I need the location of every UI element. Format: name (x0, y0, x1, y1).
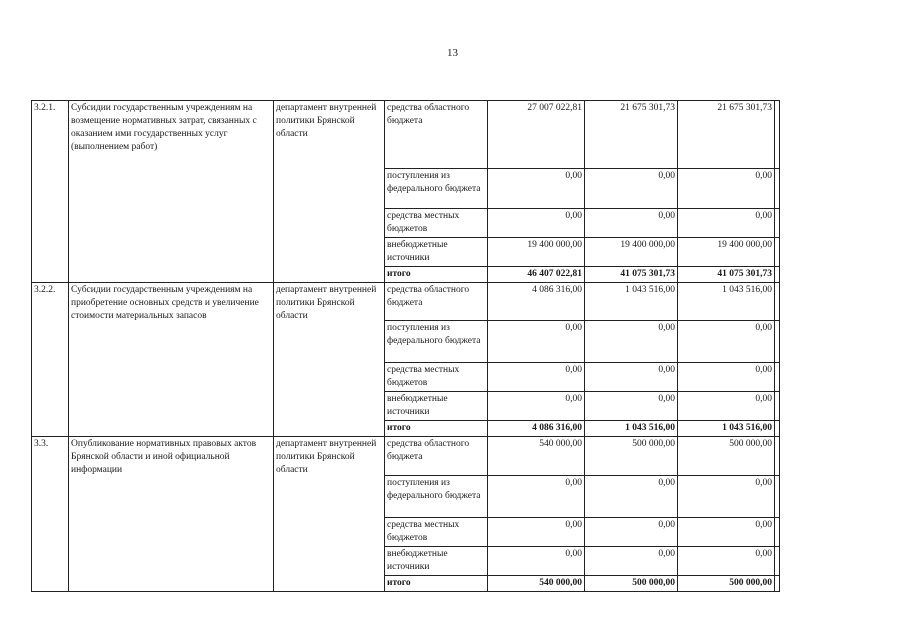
value-year-3: 500 000,00 (678, 576, 775, 592)
value-year-2: 0,00 (585, 547, 678, 576)
empty-cell (775, 437, 780, 476)
item-name: Субсидии государственным учреждениям на возмещение нормативных затрат, связанных с оказанием ими государственных услуг (выполнением работ) (69, 101, 274, 283)
value-year-3: 0,00 (678, 392, 775, 421)
value-year-3: 1 043 516,00 (678, 421, 775, 437)
funding-source: поступления из федерального бюджета (385, 321, 488, 363)
value-year-3: 0,00 (678, 547, 775, 576)
value-year-1: 0,00 (488, 392, 585, 421)
value-year-2: 0,00 (585, 321, 678, 363)
funding-source: средства местных бюджетов (385, 518, 488, 547)
empty-cell (775, 209, 780, 238)
funding-source: средства областного бюджета (385, 283, 488, 321)
item-executor: департамент внутренней политики Брянской области (274, 283, 385, 437)
funding-source: средства областного бюджета (385, 101, 488, 169)
funding-source: средства местных бюджетов (385, 209, 488, 238)
funding-source: внебюджетные источники (385, 392, 488, 421)
value-year-1: 0,00 (488, 169, 585, 209)
item-executor: департамент внутренней политики Брянской области (274, 437, 385, 592)
funding-source: внебюджетные источники (385, 547, 488, 576)
value-year-1: 0,00 (488, 363, 585, 392)
value-year-2: 0,00 (585, 209, 678, 238)
funding-source: итого (385, 267, 488, 283)
empty-cell (775, 392, 780, 421)
value-year-3: 0,00 (678, 209, 775, 238)
item-number: 3.3. (32, 437, 69, 592)
value-year-3: 0,00 (678, 363, 775, 392)
value-year-3: 21 675 301,73 (678, 101, 775, 169)
item-name: Опубликование нормативных правовых актов Брянской области и иной официальной информации (69, 437, 274, 592)
empty-cell (775, 267, 780, 283)
value-year-3: 1 043 516,00 (678, 283, 775, 321)
value-year-2: 500 000,00 (585, 576, 678, 592)
value-year-3: 19 400 000,00 (678, 238, 775, 267)
value-year-1: 540 000,00 (488, 576, 585, 592)
value-year-2: 0,00 (585, 476, 678, 518)
empty-cell (775, 518, 780, 547)
value-year-1: 0,00 (488, 518, 585, 547)
value-year-2: 0,00 (585, 392, 678, 421)
item-name: Субсидии государственным учреждениям на приобретение основных средств и увеличение стоимости материальных запасов (69, 283, 274, 437)
funding-source: внебюджетные источники (385, 238, 488, 267)
empty-cell (775, 101, 780, 169)
value-year-1: 46 407 022,81 (488, 267, 585, 283)
funding-source: средства местных бюджетов (385, 363, 488, 392)
value-year-1: 540 000,00 (488, 437, 585, 476)
value-year-1: 0,00 (488, 209, 585, 238)
value-year-1: 0,00 (488, 547, 585, 576)
value-year-1: 27 007 022,81 (488, 101, 585, 169)
funding-source: итого (385, 576, 488, 592)
value-year-2: 0,00 (585, 169, 678, 209)
funding-source: поступления из федерального бюджета (385, 476, 488, 518)
funding-source: средства областного бюджета (385, 437, 488, 476)
empty-cell (775, 321, 780, 363)
value-year-1: 0,00 (488, 321, 585, 363)
empty-cell (775, 238, 780, 267)
empty-cell (775, 476, 780, 518)
table-row (32, 101, 780, 169)
empty-cell (775, 283, 780, 321)
value-year-2: 500 000,00 (585, 437, 678, 476)
value-year-3: 500 000,00 (678, 437, 775, 476)
value-year-3: 0,00 (678, 476, 775, 518)
value-year-3: 0,00 (678, 321, 775, 363)
empty-cell (775, 421, 780, 437)
item-executor: департамент внутренней политики Брянской области (274, 101, 385, 283)
page-number: 13 (447, 47, 458, 59)
funding-source: итого (385, 421, 488, 437)
table-row (32, 437, 780, 476)
funding-source: поступления из федерального бюджета (385, 169, 488, 209)
value-year-3: 41 075 301,73 (678, 267, 775, 283)
value-year-3: 0,00 (678, 518, 775, 547)
item-number: 3.2.1. (32, 101, 69, 283)
value-year-2: 21 675 301,73 (585, 101, 678, 169)
value-year-1: 0,00 (488, 476, 585, 518)
value-year-2: 19 400 000,00 (585, 238, 678, 267)
value-year-2: 1 043 516,00 (585, 283, 678, 321)
table-row (32, 283, 780, 321)
item-number: 3.2.2. (32, 283, 69, 437)
empty-cell (775, 363, 780, 392)
value-year-2: 0,00 (585, 518, 678, 547)
value-year-2: 41 075 301,73 (585, 267, 678, 283)
empty-cell (775, 547, 780, 576)
value-year-2: 0,00 (585, 363, 678, 392)
empty-cell (775, 576, 780, 592)
value-year-1: 4 086 316,00 (488, 421, 585, 437)
value-year-3: 0,00 (678, 169, 775, 209)
empty-cell (775, 169, 780, 209)
value-year-2: 1 043 516,00 (585, 421, 678, 437)
value-year-1: 19 400 000,00 (488, 238, 585, 267)
budget-table (31, 100, 780, 592)
value-year-1: 4 086 316,00 (488, 283, 585, 321)
